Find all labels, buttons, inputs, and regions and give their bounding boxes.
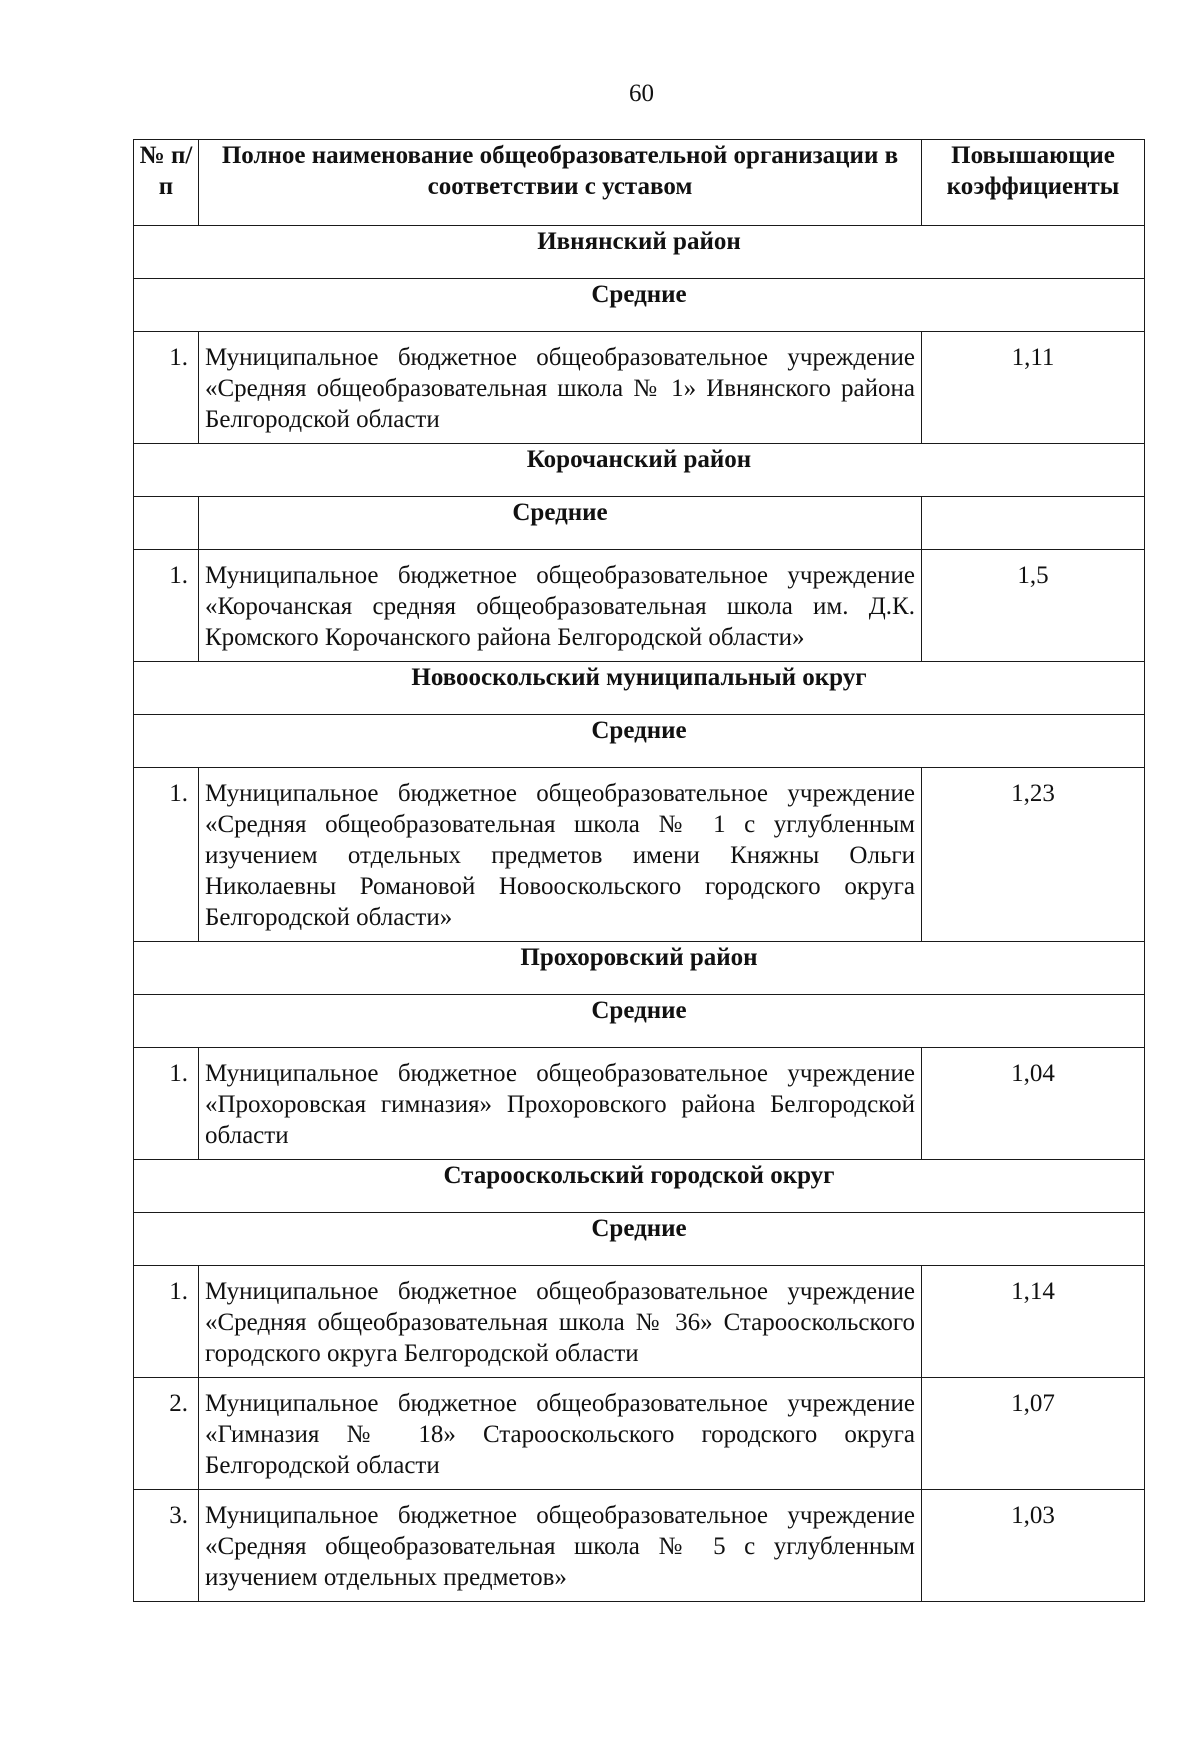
coefficient-value: 1,04 [922,1048,1145,1160]
table-row [134,1378,1145,1490]
school-name: Муниципальное бюджетное общеобразовательное учреждение «Прохоровская гимназия» Прохоровского района Белгородской области [199,1048,922,1160]
district-heading: Ивнянский район [134,226,1145,279]
category-row [134,995,1145,1048]
district-row [134,226,1145,279]
district-heading: Старооскольский городской округ [134,1160,1145,1213]
district-row [134,942,1145,995]
schools-coefficients-table [133,139,1145,1602]
category-heading: Средние [134,279,1145,332]
page-number: 60 [629,80,654,107]
row-number: 2. [134,1378,199,1490]
empty-cell [134,497,199,550]
table-row [134,1048,1145,1160]
school-name: Муниципальное бюджетное общеобразовательное учреждение «Средняя общеобразовательная школа № 36» Старооскольского городского округа Белгородской области [199,1266,922,1378]
table-header-row [134,140,1145,226]
row-number: 1. [134,1048,199,1160]
district-heading: Прохоровский район [134,942,1145,995]
table-row [134,332,1145,444]
district-heading: Корочанский район [134,444,1145,497]
coefficient-value: 1,14 [922,1266,1145,1378]
coefficient-value: 1,03 [922,1490,1145,1602]
row-number: 1. [134,550,199,662]
category-row [134,279,1145,332]
table-row [134,1490,1145,1602]
school-name: Муниципальное бюджетное общеобразовательное учреждение «Корочанская средняя общеобразовательная школа им. Д.К. Кромского Корочанского района Белгородской области» [199,550,922,662]
table-row [134,768,1145,942]
category-heading: Средние [134,1213,1145,1266]
category-heading: Средние [134,715,1145,768]
district-row [134,1160,1145,1213]
table-row [134,550,1145,662]
category-row [134,1213,1145,1266]
school-name: Муниципальное бюджетное общеобразовательное учреждение «Средняя общеобразовательная школа № 5 с углубленным изучением отдельных предметов» [199,1490,922,1602]
category-row [134,715,1145,768]
district-row [134,444,1145,497]
coefficient-value: 1,07 [922,1378,1145,1490]
coefficient-value: 1,23 [922,768,1145,942]
coefficient-value: 1,11 [922,332,1145,444]
row-number: 1. [134,332,199,444]
school-name: Муниципальное бюджетное общеобразовательное учреждение «Средняя общеобразовательная школа № 1 с углубленным изучением отдельных предметов имени Княжны Ольги Николаевны Романовой Новооскольского городского округа Белгородской области» [199,768,922,942]
school-name: Муниципальное бюджетное общеобразовательное учреждение «Гимназия № 18» Старооскольского городского округа Белгородской области [199,1378,922,1490]
row-number: 1. [134,768,199,942]
header-name: Полное наименование общеобразовательной организации в соответствии с уставом [199,140,922,226]
coefficient-value: 1,5 [922,550,1145,662]
table-body [134,226,1145,1602]
header-coef: Повышающие коэффициенты [922,140,1145,226]
district-row [134,662,1145,715]
row-number: 1. [134,1266,199,1378]
category-heading: Средние [199,497,922,550]
category-heading: Средние [134,995,1145,1048]
category-row [134,497,1145,550]
table-row [134,1266,1145,1378]
empty-cell [922,497,1145,550]
header-num: № п/п [134,140,199,226]
school-name: Муниципальное бюджетное общеобразовательное учреждение «Средняя общеобразовательная школа № 1» Ивнянского района Белгородской области [199,332,922,444]
district-heading: Новооскольский муниципальный округ [134,662,1145,715]
row-number: 3. [134,1490,199,1602]
